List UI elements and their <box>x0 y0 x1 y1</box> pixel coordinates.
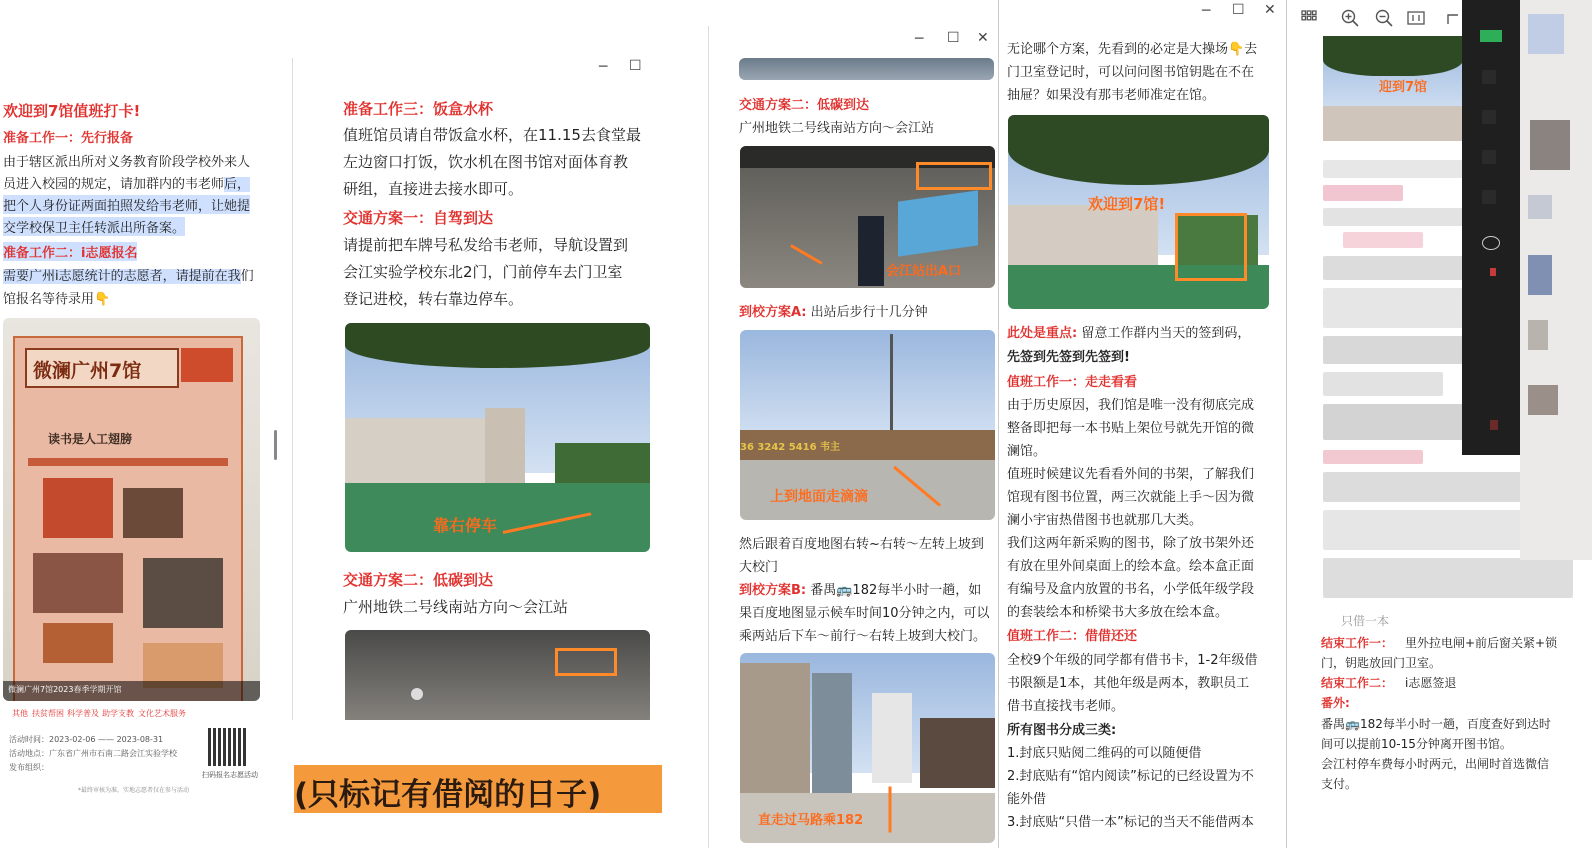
tag: 文化艺术服务 <box>138 709 186 718</box>
minimize-button[interactable]: ─ <box>915 31 924 47</box>
paragraph-line: 会江实验学校东北2门，门前停车去门卫室 <box>343 263 623 281</box>
paragraph-line: 然后跟着百度地图右转~右转～左转上坡到 <box>739 537 984 552</box>
poster-caption: 微澜广州7馆2023春季学期开馆 <box>8 685 122 694</box>
list-item: 能外借 <box>1007 792 1047 807</box>
extra-line: 间可以提前10-15分钟离开图书馆。 <box>1321 737 1512 751</box>
sign-text: 36 3242 5416 韦主 <box>740 442 841 453</box>
paragraph-line: 我们这两年新采购的图书，除了放书架外还 <box>1007 536 1255 551</box>
paragraph-line: 书限额是1本，其他年级是两本，教职员工 <box>1007 676 1250 691</box>
paragraph-line: 有编号及盒内放置的书名，小学低年级学段 <box>1007 582 1255 597</box>
qr-code <box>208 728 246 766</box>
paragraph-line: 门卫室登记时，可以问问图书馆钥匙在不在 <box>1007 65 1255 80</box>
list-item: 1.封底只贴阅二维码的可以随便借 <box>1007 746 1202 761</box>
chat-sidebar <box>1462 0 1520 455</box>
info-line: 发布组织： <box>9 763 49 772</box>
paragraph-line: 抽屉？如果没有那韦老师准定在馆。 <box>1007 88 1216 103</box>
end-text: 里外拉电闸+前后窗关紧+锁 <box>1405 636 1558 650</box>
plan-line: 到校方案A: 出站后步行十几分钟 <box>739 305 928 320</box>
paragraph-line: 乘两站后下车～前行～右转上坡到大校门。 <box>739 629 987 644</box>
viewer-window-4 <box>998 0 1287 848</box>
viewer-window-3 <box>708 26 999 848</box>
paragraph-line: 由于历史原因，我们馆是唯一没有彻底完成 <box>1007 398 1255 413</box>
tag: 扶贫帮困 <box>32 709 64 718</box>
viewer-window-1 <box>0 0 292 848</box>
paragraph-line: 果百度地图显示候车时间10分钟之内，可以 <box>739 606 990 621</box>
paragraph-line: 由于辖区派出所对义务教育阶段学校外来人 <box>3 155 251 170</box>
paragraph-line: 广州地铁二号线南站方向～会江站 <box>343 598 569 616</box>
close-button[interactable]: ✕ <box>1264 2 1276 18</box>
school-gate-photo <box>1008 115 1269 309</box>
metro-photo <box>740 146 995 288</box>
paragraph-line: 值班时候建议先看看外间的书架，了解我们 <box>1007 467 1255 482</box>
end-text: i志愿签退 <box>1405 676 1457 690</box>
paragraph-line: 有放在里外间桌面上的绘本盒。绘本盒正面 <box>1007 559 1255 574</box>
photo-label: 上到地面走滴滴 <box>770 489 868 505</box>
paragraph-line: 大校门 <box>739 560 779 575</box>
tag: 科学普及 <box>67 709 99 718</box>
butterfly-icon[interactable] <box>1482 236 1500 250</box>
plan-line: 到校方案B: 番禺🚌182每半小时一趟，如 <box>739 583 982 598</box>
top-photo-fragment <box>739 58 994 80</box>
list-item: 2.封底贴有“馆内阅读”标记的已经设置为不 <box>1007 769 1254 784</box>
highlighted-line: 把个人身份证两面拍照发给韦老师，让她提 <box>3 195 250 214</box>
photo-label: 直走过马路乘182 <box>758 813 864 828</box>
tag: 助学支教 <box>102 709 134 718</box>
photo-label: 迎到7馆 <box>1379 80 1428 95</box>
maximize-button[interactable]: ☐ <box>1232 2 1245 18</box>
paragraph-line: 无论哪个方案，先看到的必定是大操场👇去 <box>1007 42 1258 57</box>
banner-text: (只标记有借阅的日子) <box>294 777 602 813</box>
section-heading: 准备工作三：饭盒水杯 <box>343 100 494 118</box>
paragraph-line: 员进入校园的规定，请加群内的韦老师后， <box>3 177 251 192</box>
info-line: 活动时间：2023-02-06 —— 2023-08-31 <box>9 735 164 744</box>
tag: 其他 <box>12 709 28 718</box>
minimize-button[interactable]: ─ <box>1202 3 1211 19</box>
end-text: 门，钥匙放回门卫室。 <box>1321 656 1442 670</box>
close-button[interactable]: ✕ <box>977 30 989 46</box>
paragraph-line: 整备即把每一本书贴上架位号就先开馆的微 <box>1007 421 1255 436</box>
paragraph-line: 值班馆员请自带饭盒水杯，在11.15去食堂最 <box>343 126 641 144</box>
paragraph-line: 馆报名等待录用👇 <box>3 292 111 307</box>
viewer-window-2 <box>292 58 663 720</box>
photo-label: 欢迎到7馆! <box>1088 195 1166 213</box>
street-photo <box>740 330 995 520</box>
list-item: 3.封底贴“只借一本”标记的当天不能借两本 <box>1007 815 1254 830</box>
end-label: 结束工作二： <box>1321 676 1394 690</box>
photo-label: 靠右停车 <box>433 516 498 535</box>
paragraph-line: 需要广州i志愿统计的志愿者，请提前在我们 <box>3 269 254 284</box>
school-photo <box>345 323 650 552</box>
paragraph-line: 登记进校，转右靠边停车。 <box>343 290 524 308</box>
extra-line: 番禺🚌182每半小时一趟，百度查好到达时 <box>1321 717 1551 731</box>
section-heading: 值班工作二：借借还还 <box>1007 629 1138 644</box>
qr-label: 扫码报名志愿活动 <box>202 771 258 779</box>
poster-photo <box>3 318 260 701</box>
crossing-photo <box>740 653 995 843</box>
paragraph-line: 的套装绘本和桥梁书大多放在绘本盒。 <box>1007 605 1229 620</box>
highlight-banner <box>294 765 662 813</box>
section-heading: 准备工作二：i志愿报名 <box>3 242 137 261</box>
paragraph-line: 广州地铁二号线南站方向～会江站 <box>739 121 935 136</box>
highlighted-line: 交学校保卫主任转派出所备案。 <box>3 217 185 236</box>
school-photo-thumb <box>1323 36 1463 156</box>
paragraph-line: 研组，直接进去接水即可。 <box>343 180 524 198</box>
key-point-bold: 先签到先签到先签到! <box>1007 350 1130 365</box>
fit-icon[interactable] <box>1407 10 1425 26</box>
maximize-button[interactable]: ☐ <box>629 58 642 74</box>
paragraph-line: 澜馆。 <box>1007 444 1047 459</box>
extra-label: 番外: <box>1321 696 1350 710</box>
section-heading: 值班工作一：走走看看 <box>1007 375 1138 390</box>
minimize-button[interactable]: ─ <box>599 59 608 75</box>
paragraph-line: 请提前把车牌号私发给韦老师，导航设置到 <box>343 236 629 254</box>
poster-note: *最终审核为准，实地志愿者仅在参与活动 <box>78 787 190 794</box>
key-point-line: 此处是重点: 留意工作群内当天的签到码， <box>1007 326 1251 341</box>
station-photo <box>345 630 650 720</box>
grid-icon[interactable] <box>1301 10 1317 26</box>
end-label: 结束工作一： <box>1321 636 1394 650</box>
poster-title: 微澜广州7馆 <box>33 360 142 382</box>
section-heading: 所有图书分成三类: <box>1007 723 1117 738</box>
scrollbar[interactable] <box>274 430 277 460</box>
section-heading: 准备工作一：先行报备 <box>3 131 134 146</box>
maximize-button[interactable]: ☐ <box>947 30 960 46</box>
paragraph-line: 澜小宇宙热借图书也就那几大类。 <box>1007 513 1203 528</box>
partial-text: 只借一本 <box>1341 614 1390 628</box>
blurred-content <box>1323 160 1463 178</box>
extra-line: 会江村停车费每小时两元，出闸时首选微信 <box>1321 757 1550 771</box>
rotate-icon[interactable] <box>1445 9 1463 27</box>
photo-label: 会江站出A口 <box>886 264 962 279</box>
paragraph-line: 左边窗口打饭，饮水机在图书馆对面体育教 <box>343 153 629 171</box>
extra-line: 支付。 <box>1321 777 1358 791</box>
chat-icon[interactable] <box>1480 30 1502 42</box>
page-title: 欢迎到7馆值班打卡! <box>3 102 141 120</box>
poster-slogan: 读书是人工翅膀 <box>48 432 133 446</box>
paragraph-line: 全校9个年级的同学都有借书卡，1-2年级借 <box>1007 653 1258 668</box>
info-line: 活动地点：广东省广州市石南二路会江实验学校 <box>9 749 177 758</box>
section-heading: 交通方案二：低碳到达 <box>343 571 494 589</box>
blurred-chat-list <box>1520 0 1592 560</box>
zoom-in-icon[interactable] <box>1341 9 1359 27</box>
paragraph-line: 馆现有图书位置，两三次就能上手～因为微 <box>1007 490 1255 505</box>
paragraph-line: 借书直接找韦老师。 <box>1007 699 1125 714</box>
zoom-out-icon[interactable] <box>1375 9 1393 27</box>
section-heading: 交通方案二：低碳到达 <box>739 98 870 113</box>
section-heading: 交通方案一：自驾到达 <box>343 209 494 227</box>
